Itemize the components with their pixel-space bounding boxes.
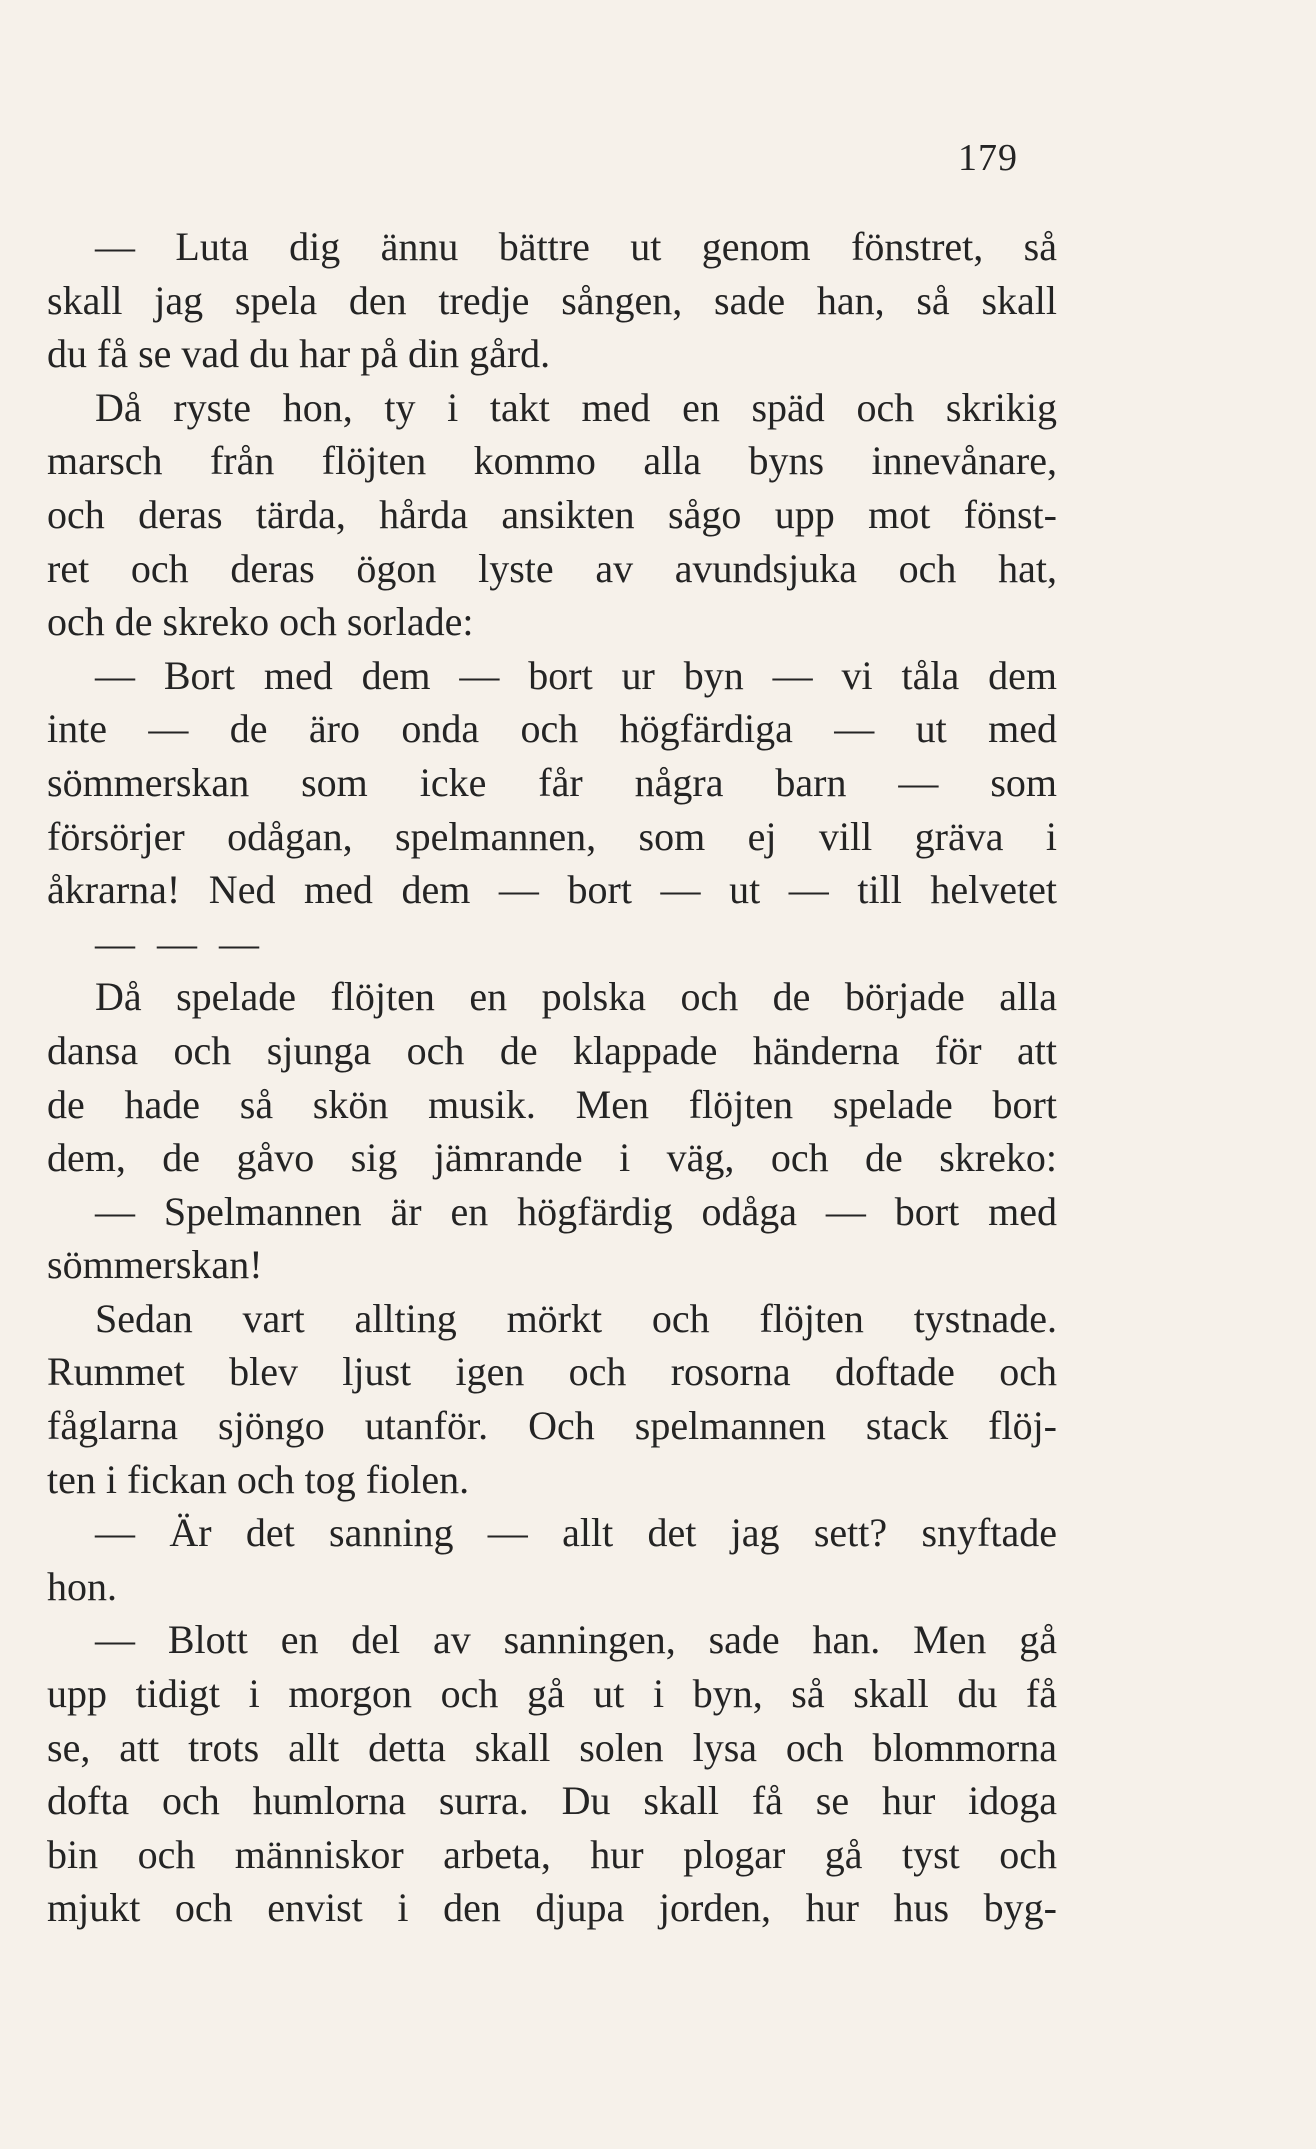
text-line: åkrarna! Ned med dem — bort — ut — till helvetet [47,867,1057,913]
text-line: dansa och sjunga och de klappade händerna för att [47,1027,1057,1073]
text-line: — Luta dig ännu bättre ut genom fönstret, så [95,224,1057,269]
text-line: fåglarna sjöngo utanför. Och spelmannen stack flöj- [47,1403,1057,1449]
text-line: sömmerskan! [47,1242,263,1288]
text-line: — Blott en del av sanningen, sade han. Men gå [95,1617,1057,1663]
text-line: försörjer odågan, spelmannen, som ej vill gräva i [47,813,1057,859]
text-line: inte — de äro onda och högfärdiga — ut med [47,706,1057,752]
text-line: ten i fickan och tog fiolen. [47,1456,470,1502]
text-line: Då ryste hon, ty i takt med en späd och skrikig [95,384,1057,430]
text-line: du få se vad du har på din gård. [47,331,551,377]
section-break: — — — [95,920,265,966]
text-line: Rummet blev ljust igen och rosorna doftade och [47,1349,1057,1395]
body-text [47,220,1057,1935]
text-line: Då spelade flöjten en polska och de började alla [95,974,1057,1020]
page-number: 179 [958,137,1018,179]
text-line: hon. [47,1563,117,1609]
text-line: Sedan vart allting mörkt och flöjten tystnade. [95,1295,1057,1341]
text-line: mjukt och envist i den djupa jorden, hur hus byg- [47,1885,1057,1931]
text-line: — Bort med dem — bort ur byn — vi tåla dem [95,652,1057,698]
text-line: och de skreko och sorlade: [47,599,474,645]
text-line: dem, de gåvo sig jämrande i väg, och de skreko: [47,1135,1057,1181]
text-line: ret och deras ögon lyste av avundsjuka och hat, [47,545,1057,591]
text-line: bin och människor arbeta, hur plogar gå tyst och [47,1831,1057,1877]
text-line: och deras tärda, hårda ansikten sågo upp mot fönst- [47,491,1057,537]
text-line: se, att trots allt detta skall solen lysa och blommorna [47,1724,1057,1770]
text-line: skall jag spela den tredje sången, sade han, så skall [47,277,1057,323]
text-line: marsch från flöjten kommo alla byns innevånare, [47,438,1057,484]
text-line: sömmerskan som icke får några barn — som [47,759,1057,805]
text-line: — Spelmannen är en högfärdig odåga — bort med [95,1188,1057,1234]
text-line: upp tidigt i morgon och gå ut i byn, så skall du få [47,1671,1057,1717]
text-line: de hade så skön musik. Men flöjten spelade bort [47,1081,1057,1127]
text-line: dofta och humlorna surra. Du skall få se hur idoga [47,1778,1057,1824]
text-line: — Är det sanning — allt det jag sett? snyftade [95,1510,1057,1556]
